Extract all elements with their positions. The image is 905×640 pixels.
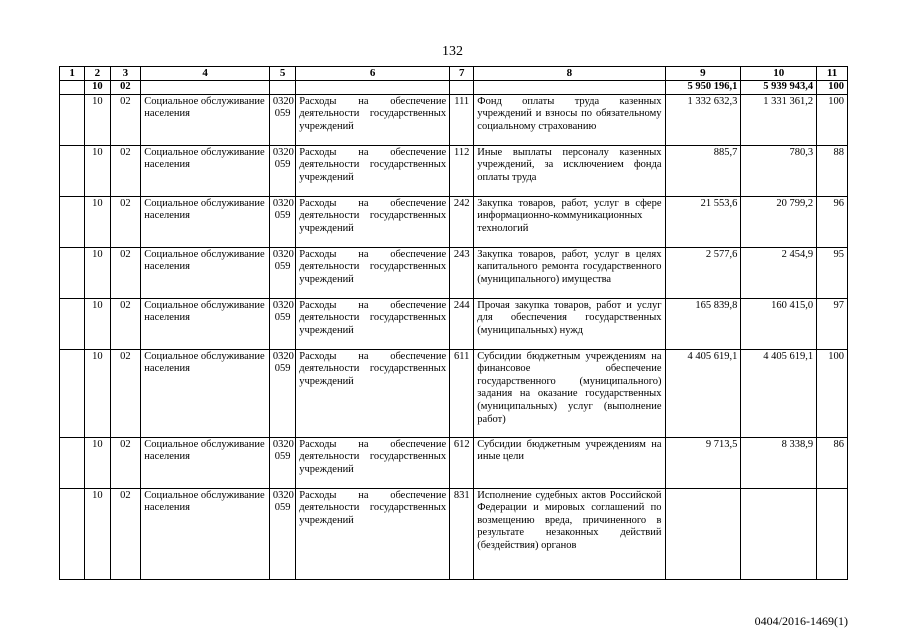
column-header: 6 [296, 67, 450, 81]
cell-section: 10 [85, 94, 110, 145]
cell-executed: 780,3 [741, 145, 817, 196]
cell-percent: 100 [817, 349, 848, 437]
cell [474, 81, 665, 95]
table-row [60, 349, 848, 437]
cell-type-name: Иные выплаты персоналу казенных учреждений, за исключением фонда оплаты труда [474, 145, 665, 196]
document-code: 0404/2016-1469(1) [754, 614, 848, 628]
cell-section: 10 [85, 488, 110, 579]
cell-type-name: Исполнение судебных актов Российской Федерации и мировых соглашений по возмещению вреда, причиненного в результате незаконных действий (бездействия) органов [474, 488, 665, 579]
cell-section: 10 [85, 81, 110, 95]
cell-subsection: 02 [110, 81, 141, 95]
table-row [60, 298, 848, 349]
cell [60, 298, 85, 349]
cell-type-name: Закупка товаров, работ, услуг в целях капитального ремонта государственного (муниципального) имущества [474, 247, 665, 298]
cell-type-code: 612 [450, 437, 474, 488]
column-header: 8 [474, 67, 665, 81]
cell-subsection: 02 [110, 437, 141, 488]
cell-type-code: 244 [450, 298, 474, 349]
cell-description: Социальное обслуживание населения [141, 94, 270, 145]
cell-target-code: 0320 059 [269, 349, 295, 437]
cell-type-name: Фонд оплаты труда казенных учреждений и взносы по обязательному социальному страхованию [474, 94, 665, 145]
cell-planned [665, 488, 741, 579]
cell-executed: 20 799,2 [741, 196, 817, 247]
cell-type-code: 611 [450, 349, 474, 437]
cell-section: 10 [85, 437, 110, 488]
cell-expense-name: Расходы на обеспечение деятельности государственных учреждений [296, 488, 450, 579]
cell-percent: 97 [817, 298, 848, 349]
cell-percent: 86 [817, 437, 848, 488]
cell-subsection: 02 [110, 298, 141, 349]
cell [269, 81, 295, 95]
cell-target-code: 0320 059 [269, 247, 295, 298]
column-header: 4 [141, 67, 270, 81]
column-header: 9 [665, 67, 741, 81]
cell-percent: 88 [817, 145, 848, 196]
table-row [60, 145, 848, 196]
cell-target-code: 0320 059 [269, 94, 295, 145]
cell-section: 10 [85, 349, 110, 437]
column-header: 1 [60, 67, 85, 81]
cell-planned: 165 839,8 [665, 298, 741, 349]
cell-type-code: 242 [450, 196, 474, 247]
cell-executed: 4 405 619,1 [741, 349, 817, 437]
cell-subsection: 02 [110, 196, 141, 247]
cell-type-name: Субсидии бюджетным учреждениям на иные цели [474, 437, 665, 488]
cell-percent: 100 [817, 94, 848, 145]
cell-expense-name: Расходы на обеспечение деятельности государственных учреждений [296, 437, 450, 488]
cell-planned: 4 405 619,1 [665, 349, 741, 437]
table-row [60, 488, 848, 579]
column-header: 7 [450, 67, 474, 81]
cell-planned: 1 332 632,3 [665, 94, 741, 145]
cell-expense-name: Расходы на обеспечение деятельности государственных учреждений [296, 145, 450, 196]
table-row [60, 247, 848, 298]
cell-section: 10 [85, 145, 110, 196]
column-header: 3 [110, 67, 141, 81]
cell [141, 81, 270, 95]
cell-target-code: 0320 059 [269, 145, 295, 196]
cell-target-code: 0320 059 [269, 196, 295, 247]
column-header: 5 [269, 67, 295, 81]
cell-executed: 8 338,9 [741, 437, 817, 488]
cell-percent [817, 488, 848, 579]
cell [60, 247, 85, 298]
cell-type-code: 831 [450, 488, 474, 579]
cell [60, 196, 85, 247]
budget-table [59, 66, 848, 580]
cell-target-code: 0320 059 [269, 488, 295, 579]
cell-subsection: 02 [110, 94, 141, 145]
cell [60, 437, 85, 488]
table-row [60, 437, 848, 488]
cell-percent: 100 [817, 81, 848, 95]
cell-percent: 95 [817, 247, 848, 298]
cell-planned: 5 950 196,1 [665, 81, 741, 95]
cell-subsection: 02 [110, 349, 141, 437]
column-header: 2 [85, 67, 110, 81]
cell-description: Социальное обслуживание населения [141, 488, 270, 579]
cell-planned: 9 713,5 [665, 437, 741, 488]
page-number: 132 [442, 44, 463, 59]
cell-type-code: 112 [450, 145, 474, 196]
cell-executed: 5 939 943,4 [741, 81, 817, 95]
cell-subsection: 02 [110, 145, 141, 196]
cell-section: 10 [85, 196, 110, 247]
cell-type-code: 111 [450, 94, 474, 145]
cell [60, 145, 85, 196]
cell-type-name: Закупка товаров, работ, услуг в сфере информационно-коммуникационных технологий [474, 196, 665, 247]
cell-description: Социальное обслуживание населения [141, 196, 270, 247]
cell-expense-name: Расходы на обеспечение деятельности государственных учреждений [296, 349, 450, 437]
cell-executed: 1 331 361,2 [741, 94, 817, 145]
cell [60, 349, 85, 437]
table-row [60, 196, 848, 247]
cell-expense-name: Расходы на обеспечение деятельности государственных учреждений [296, 196, 450, 247]
cell-description: Социальное обслуживание населения [141, 437, 270, 488]
cell [296, 81, 450, 95]
cell-target-code: 0320 059 [269, 298, 295, 349]
cell-description: Социальное обслуживание населения [141, 298, 270, 349]
cell-expense-name: Расходы на обеспечение деятельности государственных учреждений [296, 247, 450, 298]
cell-planned: 2 577,6 [665, 247, 741, 298]
cell-executed: 2 454,9 [741, 247, 817, 298]
cell-expense-name: Расходы на обеспечение деятельности государственных учреждений [296, 298, 450, 349]
cell-subsection: 02 [110, 247, 141, 298]
cell [450, 81, 474, 95]
column-header: 10 [741, 67, 817, 81]
cell [60, 81, 85, 95]
cell-section: 10 [85, 298, 110, 349]
cell-executed: 160 415,0 [741, 298, 817, 349]
cell-section: 10 [85, 247, 110, 298]
cell-description: Социальное обслуживание населения [141, 247, 270, 298]
cell-description: Социальное обслуживание населения [141, 145, 270, 196]
cell-type-name: Субсидии бюджетным учреждениям на финансовое обеспечение государственного (муниципального) задания на оказание государственных (муниципальных) услуг (выполнение работ) [474, 349, 665, 437]
column-header: 11 [817, 67, 848, 81]
cell-type-name: Прочая закупка товаров, работ и услуг для обеспечения государственных (муниципальных) нужд [474, 298, 665, 349]
cell-target-code: 0320 059 [269, 437, 295, 488]
header-row [60, 67, 848, 81]
cell-description: Социальное обслуживание населения [141, 349, 270, 437]
table-row [60, 94, 848, 145]
cell [60, 488, 85, 579]
cell-subsection: 02 [110, 488, 141, 579]
cell-planned: 21 553,6 [665, 196, 741, 247]
cell-executed [741, 488, 817, 579]
cell-planned: 885,7 [665, 145, 741, 196]
total-row [60, 81, 848, 95]
cell-percent: 96 [817, 196, 848, 247]
cell [60, 94, 85, 145]
cell-expense-name: Расходы на обеспечение деятельности государственных учреждений [296, 94, 450, 145]
cell-type-code: 243 [450, 247, 474, 298]
